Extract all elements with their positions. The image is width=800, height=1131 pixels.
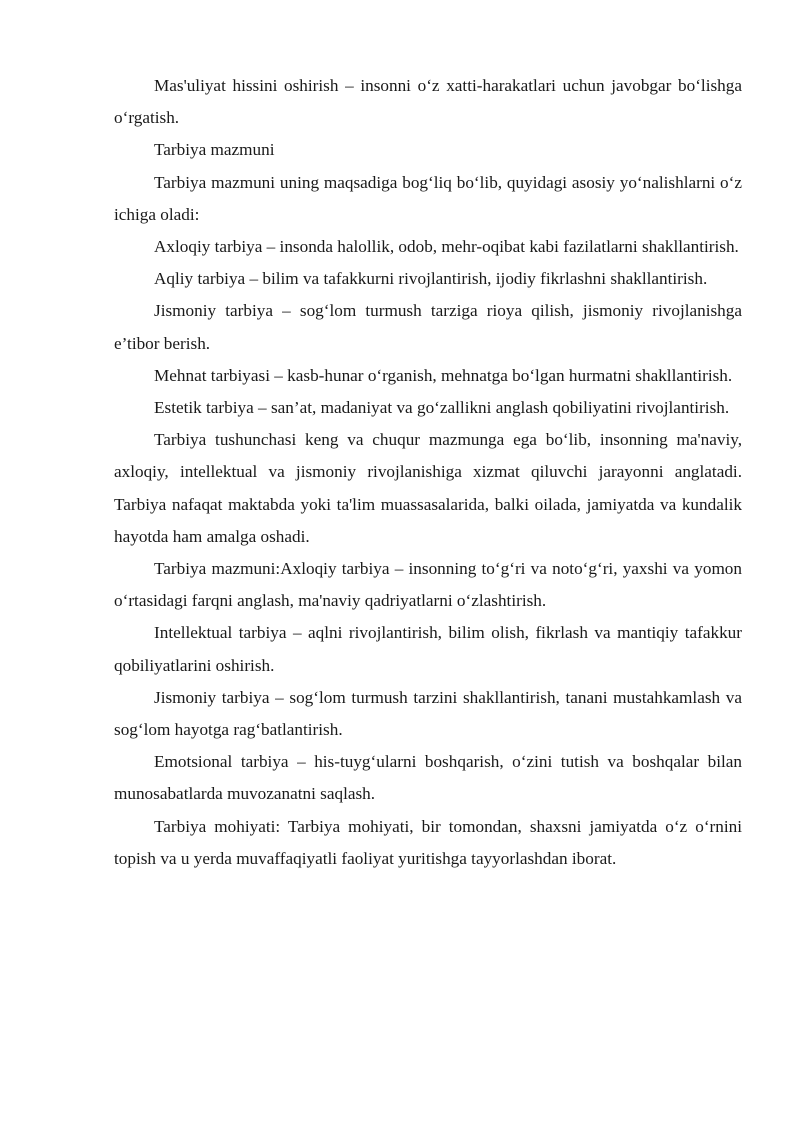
paragraph-physical-education: Jismoniy tarbiya – sog‘lom turmush tarziga rioya qilish, jismoniy rivojlanishga e’tibor berish. <box>114 301 742 353</box>
paragraph-concept: Tarbiya tushunchasi keng va chuqur mazmunga ega bo‘lib, insonning ma'naviy, axloqiy, intellektual va jismoniy rivojlanishiga xizmat qiluvchi jarayonni anglatadi. Tarbiya nafaqat maktabda yoki ta'lim muassasalarida, balki oilada, jamiyatda va kundalik hayotda ham amalga oshadi. <box>114 430 742 546</box>
paragraph-responsibility: Mas'uliyat hissini oshirish – insonni o‘z xatti-harakatlari uchun javobgar bo‘lishga o‘rgatish. <box>114 76 742 128</box>
paragraph-content-intro: Tarbiya mazmuni uning maqsadiga bog‘liq bo‘lib, quyidagi asosiy yo‘nalishlarni o‘z ichiga oladi: <box>114 172 742 224</box>
document-page <box>114 70 742 875</box>
paragraph-physical-education-2: Jismoniy tarbiya – sog‘lom turmush tarzini shakllantirish, tanani mustahkamlash va sog‘lom hayotga rag‘batlantirish. <box>114 687 742 740</box>
paragraph-emotional-education: Emotsional tarbiya – his-tuyg‘ularni boshqarish, o‘zini tutish va boshqalar bilan munosabatlarda muvozanatni saqlash. <box>114 752 742 804</box>
paragraph-content-moral: Tarbiya mazmuni:Axloqiy tarbiya – insonning to‘g‘ri va noto‘g‘ri, yaxshi va yomon o‘rtasidagi farqni anglash, ma'naviy qadriyatlarni o‘zlashtirish. <box>114 559 742 611</box>
paragraph-labor-education: Mehnat tarbiyasi – kasb-hunar o‘rganish, mehnatga bo‘lgan hurmatni shakllantirish. <box>154 365 733 385</box>
paragraph-mental-education: Aqliy tarbiya – bilim va tafakkurni rivojlantirish, ijodiy fikrlashni shakllantirish. <box>154 269 708 289</box>
paragraph-moral-education: Axloqiy tarbiya – insonda halollik, odob, mehr-oqibat kabi fazilatlarni shakllantirish. <box>154 237 739 257</box>
heading-tarbiya-mazmuni: Tarbiya mazmuni <box>154 140 275 160</box>
paragraph-aesthetic-education: Estetik tarbiya – san’at, madaniyat va go‘zallikni anglash qobiliyatini rivojlantirish. <box>154 398 730 418</box>
paragraph-essence: Tarbiya mohiyati: Tarbiya mohiyati, bir tomondan, shaxsni jamiyatda o‘z o‘rnini topish va u yerda muvaffaqiyatli faoliyat yuritishga tayyorlashdan iborat. <box>114 816 742 868</box>
paragraph-intellectual-education: Intellektual tarbiya – aqlni rivojlantirish, bilim olish, fikrlash va mantiqiy tafakkur qobiliyatlarini oshirish. <box>114 623 742 675</box>
